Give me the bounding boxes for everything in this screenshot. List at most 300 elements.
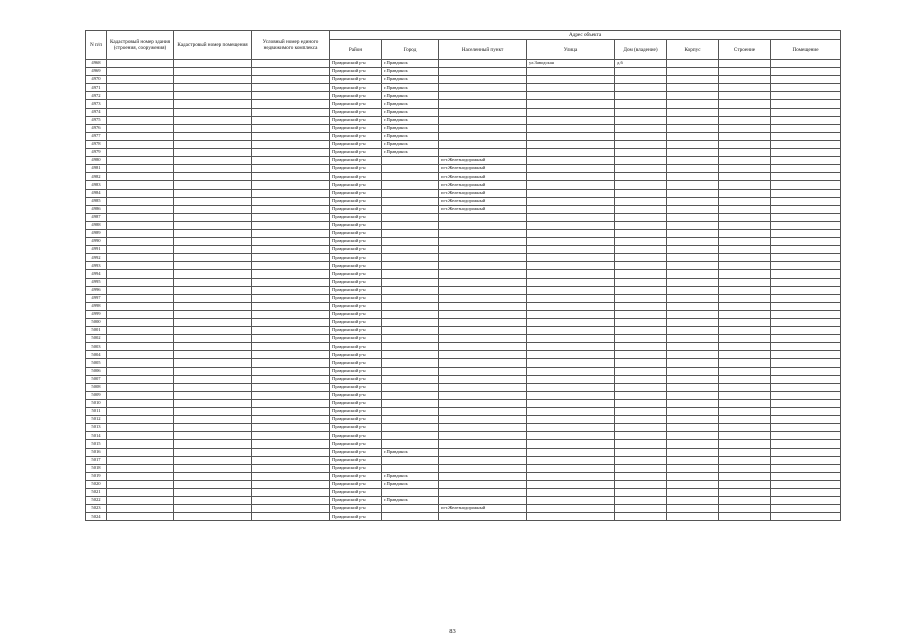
kadastr-room-cell (174, 497, 252, 505)
building-cell (719, 246, 771, 254)
street-cell (527, 497, 615, 505)
building-cell (719, 351, 771, 359)
table-row (86, 181, 841, 189)
kadastr-room-cell (174, 173, 252, 181)
house-cell (615, 391, 667, 399)
street-cell (527, 213, 615, 221)
korpus-cell (667, 140, 719, 148)
street-cell (527, 165, 615, 173)
korpus-cell (667, 456, 719, 464)
house-cell (615, 189, 667, 197)
conditional-number-cell (252, 472, 330, 480)
district-cell: Правдинский р-н (330, 165, 382, 173)
kadastr-room-cell (174, 116, 252, 124)
table-row (86, 116, 841, 124)
table-row (86, 197, 841, 205)
house-cell (615, 359, 667, 367)
locality-cell (439, 488, 527, 496)
kadastr-room-cell (174, 60, 252, 68)
kadastr-building-cell (107, 262, 174, 270)
conditional-number-cell (252, 165, 330, 173)
district-cell: Правдинский р-н (330, 448, 382, 456)
room-cell (771, 270, 841, 278)
conditional-number-cell (252, 408, 330, 416)
locality-cell: пгт.Железнодорожный (439, 157, 527, 165)
room-cell (771, 197, 841, 205)
row-number: 4996 (86, 286, 107, 294)
conditional-number-cell (252, 375, 330, 383)
conditional-number-cell (252, 68, 330, 76)
district-cell: Правдинский р-н (330, 197, 382, 205)
korpus-cell (667, 100, 719, 108)
street-cell (527, 359, 615, 367)
street-cell (527, 488, 615, 496)
header-district: Район (330, 40, 382, 60)
row-number: 5013 (86, 424, 107, 432)
row-number: 4973 (86, 100, 107, 108)
locality-cell (439, 124, 527, 132)
table-row (86, 310, 841, 318)
korpus-cell (667, 197, 719, 205)
row-number: 4970 (86, 76, 107, 84)
house-cell (615, 270, 667, 278)
building-cell (719, 424, 771, 432)
kadastr-room-cell (174, 505, 252, 513)
kadastr-room-cell (174, 286, 252, 294)
conditional-number-cell (252, 229, 330, 237)
header-city: Город (382, 40, 439, 60)
street-cell (527, 181, 615, 189)
kadastr-room-cell (174, 310, 252, 318)
house-cell (615, 505, 667, 513)
kadastr-room-cell (174, 448, 252, 456)
locality-cell (439, 440, 527, 448)
room-cell (771, 343, 841, 351)
building-cell (719, 416, 771, 424)
house-cell (615, 310, 667, 318)
house-cell (615, 464, 667, 472)
conditional-number-cell (252, 92, 330, 100)
korpus-cell (667, 205, 719, 213)
conditional-number-cell (252, 254, 330, 262)
kadastr-room-cell (174, 351, 252, 359)
korpus-cell (667, 286, 719, 294)
korpus-cell (667, 505, 719, 513)
kadastr-room-cell (174, 327, 252, 335)
room-cell (771, 383, 841, 391)
conditional-number-cell (252, 197, 330, 205)
building-cell (719, 302, 771, 310)
city-cell (382, 302, 439, 310)
kadastr-room-cell (174, 294, 252, 302)
house-cell (615, 173, 667, 181)
locality-cell (439, 424, 527, 432)
kadastr-room-cell (174, 383, 252, 391)
row-number: 4977 (86, 132, 107, 140)
room-cell (771, 391, 841, 399)
kadastr-room-cell (174, 464, 252, 472)
conditional-number-cell (252, 132, 330, 140)
kadastr-building-cell (107, 116, 174, 124)
building-cell (719, 124, 771, 132)
room-cell (771, 408, 841, 416)
conditional-number-cell (252, 416, 330, 424)
city-cell: г.Правдинск (382, 108, 439, 116)
kadastr-room-cell (174, 108, 252, 116)
house-cell (615, 262, 667, 270)
locality-cell: пгт.Железнодорожный (439, 197, 527, 205)
room-cell (771, 294, 841, 302)
kadastr-building-cell (107, 351, 174, 359)
locality-cell (439, 359, 527, 367)
locality-cell (439, 448, 527, 456)
kadastr-building-cell (107, 149, 174, 157)
house-cell (615, 221, 667, 229)
locality-cell (439, 294, 527, 302)
district-cell: Правдинский р-н (330, 116, 382, 124)
street-cell (527, 149, 615, 157)
kadastr-room-cell (174, 189, 252, 197)
header-room: Помещение (771, 40, 841, 60)
row-number: 4983 (86, 181, 107, 189)
kadastr-room-cell (174, 157, 252, 165)
street-cell (527, 270, 615, 278)
kadastr-building-cell (107, 302, 174, 310)
city-cell (382, 327, 439, 335)
street-cell (527, 286, 615, 294)
kadastr-building-cell (107, 432, 174, 440)
table-row (86, 391, 841, 399)
korpus-cell (667, 132, 719, 140)
locality-cell (439, 92, 527, 100)
building-cell (719, 464, 771, 472)
house-cell (615, 513, 667, 521)
street-cell (527, 157, 615, 165)
building-cell (719, 189, 771, 197)
building-cell (719, 399, 771, 407)
street-cell (527, 76, 615, 84)
district-cell: Правдинский р-н (330, 472, 382, 480)
street-cell (527, 100, 615, 108)
house-cell (615, 229, 667, 237)
kadastr-room-cell (174, 335, 252, 343)
header-conditional-number: Условный номер единого недвижимого комплекса (252, 31, 330, 60)
table-row (86, 157, 841, 165)
street-cell (527, 464, 615, 472)
kadastr-building-cell (107, 197, 174, 205)
city-cell (382, 270, 439, 278)
locality-cell (439, 270, 527, 278)
district-cell: Правдинский р-н (330, 140, 382, 148)
district-cell: Правдинский р-н (330, 246, 382, 254)
city-cell (382, 335, 439, 343)
district-cell: Правдинский р-н (330, 424, 382, 432)
room-cell (771, 213, 841, 221)
row-number: 5008 (86, 383, 107, 391)
conditional-number-cell (252, 327, 330, 335)
room-cell (771, 464, 841, 472)
district-cell: Правдинский р-н (330, 262, 382, 270)
kadastr-room-cell (174, 319, 252, 327)
kadastr-room-cell (174, 132, 252, 140)
row-number: 5002 (86, 335, 107, 343)
conditional-number-cell (252, 157, 330, 165)
street-cell (527, 108, 615, 116)
kadastr-room-cell (174, 432, 252, 440)
row-number: 5009 (86, 391, 107, 399)
locality-cell (439, 84, 527, 92)
conditional-number-cell (252, 359, 330, 367)
city-cell: г.Правдинск (382, 480, 439, 488)
row-number: 5016 (86, 448, 107, 456)
table-row (86, 302, 841, 310)
district-cell: Правдинский р-н (330, 302, 382, 310)
kadastr-building-cell (107, 221, 174, 229)
district-cell: Правдинский р-н (330, 76, 382, 84)
kadastr-room-cell (174, 84, 252, 92)
kadastr-building-cell (107, 310, 174, 318)
korpus-cell (667, 335, 719, 343)
building-cell (719, 310, 771, 318)
conditional-number-cell (252, 335, 330, 343)
city-cell (382, 513, 439, 521)
kadastr-building-cell (107, 383, 174, 391)
kadastr-building-cell (107, 270, 174, 278)
district-cell: Правдинский р-н (330, 132, 382, 140)
row-number: 5012 (86, 416, 107, 424)
conditional-number-cell (252, 367, 330, 375)
locality-cell (439, 327, 527, 335)
korpus-cell (667, 391, 719, 399)
street-cell (527, 173, 615, 181)
row-number: 5010 (86, 399, 107, 407)
kadastr-building-cell (107, 238, 174, 246)
kadastr-building-cell (107, 472, 174, 480)
table-row (86, 399, 841, 407)
street-cell (527, 335, 615, 343)
locality-cell (439, 399, 527, 407)
building-cell (719, 60, 771, 68)
kadastr-building-cell (107, 294, 174, 302)
korpus-cell (667, 270, 719, 278)
kadastr-room-cell (174, 278, 252, 286)
row-number: 4978 (86, 140, 107, 148)
city-cell (382, 165, 439, 173)
house-cell (615, 213, 667, 221)
table-row (86, 108, 841, 116)
korpus-cell (667, 229, 719, 237)
row-number: 5020 (86, 480, 107, 488)
table-row (86, 488, 841, 496)
room-cell (771, 132, 841, 140)
building-cell (719, 456, 771, 464)
korpus-cell (667, 327, 719, 335)
city-cell: г.Правдинск (382, 140, 439, 148)
kadastr-building-cell (107, 497, 174, 505)
table-row (86, 140, 841, 148)
building-cell (719, 513, 771, 521)
building-cell (719, 254, 771, 262)
locality-cell (439, 254, 527, 262)
house-cell (615, 327, 667, 335)
locality-cell (439, 302, 527, 310)
city-cell: г.Правдинск (382, 472, 439, 480)
kadastr-room-cell (174, 513, 252, 521)
row-number: 4992 (86, 254, 107, 262)
conditional-number-cell (252, 480, 330, 488)
table-row (86, 286, 841, 294)
street-cell (527, 367, 615, 375)
kadastr-building-cell (107, 408, 174, 416)
street-cell (527, 343, 615, 351)
house-cell (615, 76, 667, 84)
kadastr-building-cell (107, 416, 174, 424)
house-cell (615, 294, 667, 302)
table-row (86, 456, 841, 464)
table-row (86, 149, 841, 157)
korpus-cell (667, 84, 719, 92)
district-cell: Правдинский р-н (330, 92, 382, 100)
locality-cell: пгт.Железнодорожный (439, 165, 527, 173)
street-cell (527, 294, 615, 302)
locality-cell (439, 416, 527, 424)
city-cell (382, 294, 439, 302)
locality-cell (439, 472, 527, 480)
row-number: 5022 (86, 497, 107, 505)
house-cell (615, 408, 667, 416)
district-cell: Правдинский р-н (330, 60, 382, 68)
korpus-cell (667, 262, 719, 270)
kadastr-room-cell (174, 205, 252, 213)
city-cell (382, 310, 439, 318)
conditional-number-cell (252, 149, 330, 157)
house-cell (615, 246, 667, 254)
building-cell (719, 505, 771, 513)
house-cell (615, 149, 667, 157)
conditional-number-cell (252, 270, 330, 278)
building-cell (719, 488, 771, 496)
table-row (86, 319, 841, 327)
korpus-cell (667, 76, 719, 84)
kadastr-building-cell (107, 157, 174, 165)
locality-cell (439, 464, 527, 472)
building-cell (719, 375, 771, 383)
district-cell: Правдинский р-н (330, 488, 382, 496)
kadastr-room-cell (174, 359, 252, 367)
kadastr-building-cell (107, 286, 174, 294)
building-cell (719, 367, 771, 375)
street-cell (527, 310, 615, 318)
locality-cell: пгт.Железнодорожный (439, 505, 527, 513)
street-cell (527, 480, 615, 488)
house-cell (615, 84, 667, 92)
kadastr-building-cell (107, 132, 174, 140)
building-cell (719, 359, 771, 367)
header-street: Улица (527, 40, 615, 60)
room-cell (771, 375, 841, 383)
conditional-number-cell (252, 140, 330, 148)
locality-cell (439, 108, 527, 116)
row-number: 4993 (86, 262, 107, 270)
district-cell: Правдинский р-н (330, 359, 382, 367)
city-cell (382, 367, 439, 375)
table-row (86, 205, 841, 213)
street-cell (527, 472, 615, 480)
street-cell (527, 68, 615, 76)
room-cell (771, 181, 841, 189)
room-cell (771, 262, 841, 270)
room-cell (771, 116, 841, 124)
house-cell (615, 254, 667, 262)
table-row (86, 76, 841, 84)
city-cell (382, 246, 439, 254)
kadastr-building-cell (107, 440, 174, 448)
locality-cell (439, 408, 527, 416)
table-row (86, 124, 841, 132)
row-number: 4982 (86, 173, 107, 181)
building-cell (719, 132, 771, 140)
house-cell (615, 181, 667, 189)
korpus-cell (667, 165, 719, 173)
house-cell (615, 497, 667, 505)
conditional-number-cell (252, 84, 330, 92)
street-cell (527, 391, 615, 399)
district-cell: Правдинский р-н (330, 84, 382, 92)
row-number: 4969 (86, 68, 107, 76)
kadastr-room-cell (174, 197, 252, 205)
city-cell: г.Правдинск (382, 92, 439, 100)
kadastr-building-cell (107, 60, 174, 68)
row-number: 5004 (86, 351, 107, 359)
table-row (86, 383, 841, 391)
kadastr-building-cell (107, 513, 174, 521)
building-cell (719, 197, 771, 205)
building-cell (719, 408, 771, 416)
room-cell (771, 310, 841, 318)
korpus-cell (667, 488, 719, 496)
table-row (86, 132, 841, 140)
row-number: 4997 (86, 294, 107, 302)
table-row (86, 100, 841, 108)
street-cell (527, 448, 615, 456)
korpus-cell (667, 149, 719, 157)
building-cell (719, 205, 771, 213)
kadastr-room-cell (174, 367, 252, 375)
building-cell (719, 278, 771, 286)
house-cell (615, 456, 667, 464)
kadastr-room-cell (174, 229, 252, 237)
room-cell (771, 448, 841, 456)
kadastr-building-cell (107, 140, 174, 148)
kadastr-room-cell (174, 76, 252, 84)
house-cell (615, 92, 667, 100)
kadastr-room-cell (174, 302, 252, 310)
locality-cell (439, 383, 527, 391)
house-cell (615, 132, 667, 140)
city-cell: г.Правдинск (382, 116, 439, 124)
korpus-cell (667, 408, 719, 416)
kadastr-building-cell (107, 213, 174, 221)
conditional-number-cell (252, 488, 330, 496)
city-cell (382, 262, 439, 270)
kadastr-room-cell (174, 165, 252, 173)
conditional-number-cell (252, 221, 330, 229)
district-cell: Правдинский р-н (330, 100, 382, 108)
conditional-number-cell (252, 448, 330, 456)
city-cell (382, 359, 439, 367)
row-number: 5001 (86, 327, 107, 335)
building-cell (719, 432, 771, 440)
